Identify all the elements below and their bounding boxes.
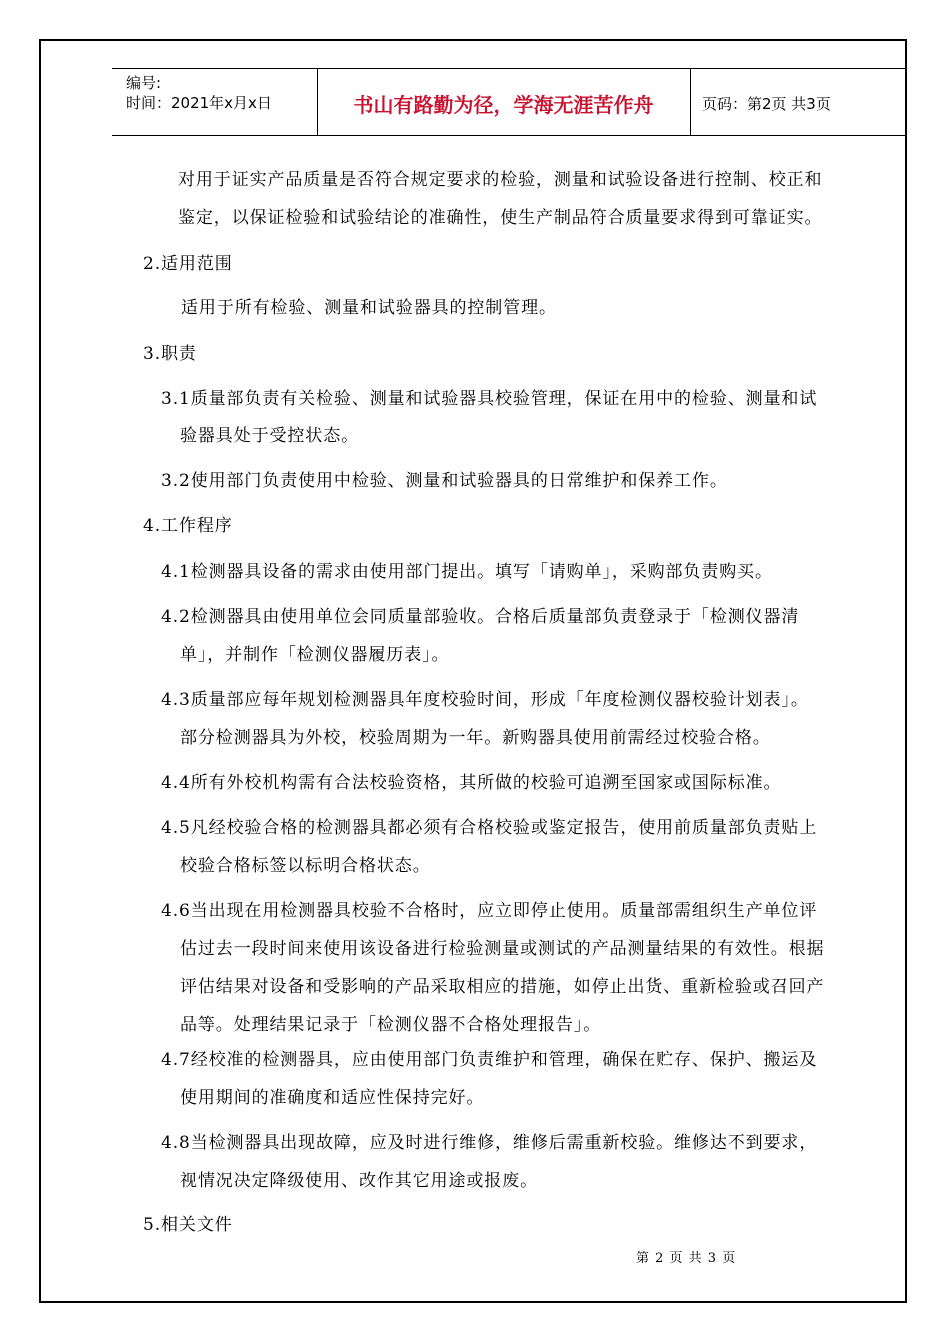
header-page-label: 页码：第2页 共3页 — [702, 94, 831, 113]
body-line: 校验合格标签以标明合格状态。 — [180, 856, 431, 876]
body-line: 品等。处理结果记录于「检测仪器不合格处理报告」。 — [180, 1015, 602, 1035]
time-label: 时间：2021年x月x日 — [126, 94, 272, 112]
header-divider — [690, 69, 691, 135]
body-line: 3.1质量部负责有关检验、测量和试验器具校验管理，保证在用中的检验、测量和试 — [161, 389, 818, 409]
body-line: 适用于所有检验、测量和试验器具的控制管理。 — [181, 298, 557, 318]
header-meta — [126, 73, 272, 113]
body-line: 4.5凡经校验合格的检测器具都必须有合格校验或鉴定报告，使用前质量部负责贴上 — [161, 818, 818, 838]
section-heading: 3.职责 — [143, 344, 197, 364]
body-line: 对用于证实产品质量是否符合规定要求的检验，测量和试验设备进行控制、校正和 — [178, 170, 823, 190]
body-line: 估过去一段时间来使用该设备进行检验测量或测试的产品测量结果的有效性。根据 — [180, 939, 825, 959]
body-line: 3.2使用部门负责使用中检验、测量和试验器具的日常维护和保养工作。 — [161, 471, 728, 491]
section-heading: 2.适用范围 — [143, 254, 233, 274]
page-footer: 第 2 页 共 3 页 — [636, 1251, 737, 1266]
body-line: 4.3质量部应每年规划检测器具年度校验时间，形成「年度检测仪器校验计划表」。 — [161, 690, 809, 710]
body-line: 4.4所有外校机构需有合法校验资格，其所做的校验可追溯至国家或国际标准。 — [161, 773, 782, 793]
body-line: 验器具处于受控状态。 — [180, 426, 359, 446]
body-line: 使用期间的准确度和适应性保持完好。 — [180, 1088, 485, 1108]
page-header — [112, 68, 907, 136]
section-heading: 5.相关文件 — [143, 1215, 233, 1235]
section-heading: 4.工作程序 — [143, 516, 233, 536]
body-line: 视情况决定降级使用、改作其它用途或报废。 — [180, 1171, 538, 1191]
body-line: 4.2检测器具由使用单位会同质量部验收。合格后质量部负责登录于「检测仪器清 — [161, 607, 800, 627]
code-label: 编号: — [126, 74, 162, 92]
body-line: 评估结果对设备和受影响的产品采取相应的措施，如停止出货、重新检验或召回产 — [180, 977, 825, 997]
body-line: 4.8当检测器具出现故障，应及时进行维修，维修后需重新校验。维修达不到要求， — [161, 1133, 818, 1153]
body-line: 4.1检测器具设备的需求由使用部门提出。填写「请购单」，采购部负责购买。 — [161, 562, 773, 582]
body-line: 4.7经校准的检测器具，应由使用部门负责维护和管理，确保在贮存、保护、搬运及 — [161, 1050, 818, 1070]
body-line: 鉴定，以保证检验和试验结论的准确性，使生产制品符合质量要求得到可靠证实。 — [178, 208, 823, 228]
body-line: 部分检测器具为外校，校验周期为一年。新购器具使用前需经过校验合格。 — [180, 728, 771, 748]
header-slogan: 书山有路勤为径，学海无涯苦作舟 — [353, 92, 654, 117]
body-line: 4.6当出现在用检测器具校验不合格时，应立即停止使用。质量部需组织生产单位评 — [161, 901, 818, 921]
body-line: 单」，并制作「检测仪器履历表」。 — [180, 645, 450, 665]
